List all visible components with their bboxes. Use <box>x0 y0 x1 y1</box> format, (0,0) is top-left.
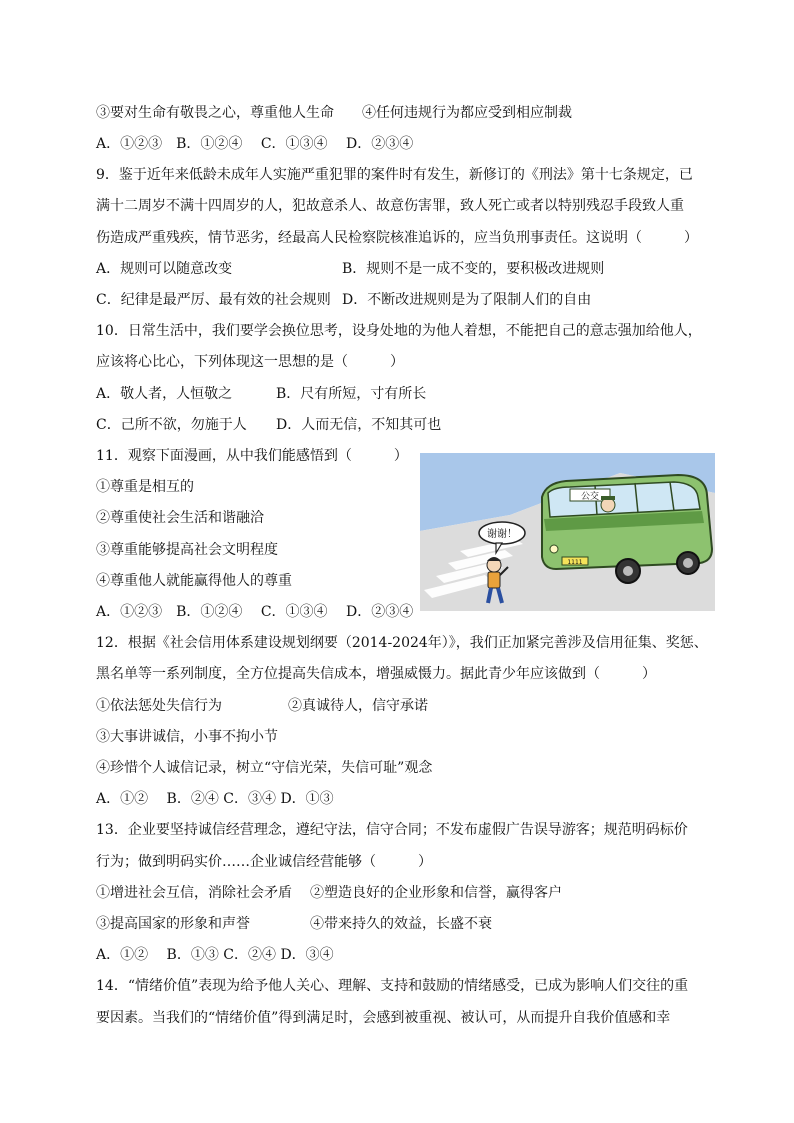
q12-item-3: ③大事讲诚信，小事不拘小节 <box>96 729 278 745</box>
q13-item-2: ②塑造良好的企业形象和信誉，赢得客户 <box>310 885 562 901</box>
license-plate-text: 1111 <box>567 559 583 566</box>
q12-stem-2: 黑名单等一系列制度，全方位提高失信成本，增强威慑力。据此青少年应该做到（ ） <box>96 666 656 682</box>
q13-item-4: ④带来持久的效益，长盛不衰 <box>310 916 492 932</box>
speech-text: 谢谢！ <box>487 529 517 540</box>
q13-item-3: ③提高国家的形象和声誉 <box>96 916 250 932</box>
q10-option-b: B．尺有所短，寸有所长 <box>276 386 427 402</box>
q9-option-a: A．规则可以随意改变 <box>96 261 233 277</box>
q8-answer-choices: A．①②③ B．①②④ C．①③④ D．②③④ <box>96 136 414 152</box>
q13-answer-choices: A．①② B．①③ C．②④ D．③④ <box>96 947 334 963</box>
q14-stem-2: 要因素。当我们的“情绪价值”得到满足时，会感到被重视、被认可，从而提升自我价值感和幸 <box>96 1010 671 1026</box>
q8-option-line: ③要对生命有敬畏之心，尊重他人生命 ④任何违规行为都应受到相应制裁 <box>96 105 572 121</box>
q9-stem-3: 伤造成严重残疾，情节恶劣，经最高人民检察院核准追诉的，应当负刑事责任。这说明（ ） <box>96 230 698 246</box>
q11-stem: 11．观察下面漫画，从中我们能感悟到（ ） <box>96 448 408 464</box>
q11-item-3: ③尊重能够提高社会文明程度 <box>96 542 278 558</box>
q13-item-1: ①增进社会互信，消除社会矛盾 <box>96 885 292 901</box>
bus-cartoon-image <box>420 453 715 611</box>
q10-stem-1: 10．日常生活中，我们要学会换位思考，设身处地的为他人着想，不能把自己的意志强加给他人， <box>96 323 702 339</box>
q9-option-d: D．不断改进规则是为了限制人们的自由 <box>342 292 592 308</box>
q10-option-c: C．己所不欲，勿施于人 <box>96 417 247 433</box>
q11-item-2: ②尊重使社会生活和谐融洽 <box>96 510 264 526</box>
q12-item-1: ①依法惩处失信行为 <box>96 698 222 714</box>
q12-answer-choices: A．①② B．②④ C．③④ D．①③ <box>96 791 334 807</box>
q9-option-b: B．规则不是一成不变的，要积极改进规则 <box>342 261 605 277</box>
q9-stem-2: 满十二周岁不满十四周岁的人，犯故意杀人、故意伤害罪，致人死亡或者以特别残忍手段致人重 <box>96 198 684 214</box>
q12-item-4: ④珍惜个人诚信记录，树立“守信光荣，失信可耻”观念 <box>96 760 433 776</box>
q11-item-1: ①尊重是相互的 <box>96 479 194 495</box>
q9-option-c: C．纪律是最严厉、最有效的社会规则 <box>96 292 331 308</box>
q13-stem-1: 13．企业要坚持诚信经营理念，遵纪守法，信守合同；不发布虚假广告误导游客；规范明码标价 <box>96 822 688 838</box>
q11-item-4: ④尊重他人就能赢得他人的尊重 <box>96 573 292 589</box>
q12-stem-1: 12．根据《社会信用体系建设规划纲要（2014-2024年）》，我们正加紧完善涉及信用征集、奖惩、 <box>96 635 708 651</box>
q9-stem-1: 9．鉴于近年来低龄未成年人实施严重犯罪的案件时有发生，新修订的《刑法》第十七条规定，已 <box>96 167 693 183</box>
q10-option-d: D．人而无信，不知其可也 <box>276 417 442 433</box>
q14-stem-1: 14．“情绪价值”表现为给予他人关心、理解、支持和鼓励的情绪感受，已成为影响人们交往的重 <box>96 978 689 994</box>
q10-stem-2: 应该将心比心，下列体现这一思想的是（ ） <box>96 354 404 370</box>
bus <box>542 475 712 583</box>
q11-answer-choices: A．①②③ B．①②④ C．①③④ D．②③④ <box>96 604 414 620</box>
q12-item-2: ②真诚待人，信守承诺 <box>288 698 428 714</box>
q10-option-a: A．敬人者，人恒敬之 <box>96 386 233 402</box>
bus-sign-text: 公交 <box>580 492 600 502</box>
q13-stem-2: 行为；做到明码实价……企业诚信经营能够（ ） <box>96 854 432 870</box>
